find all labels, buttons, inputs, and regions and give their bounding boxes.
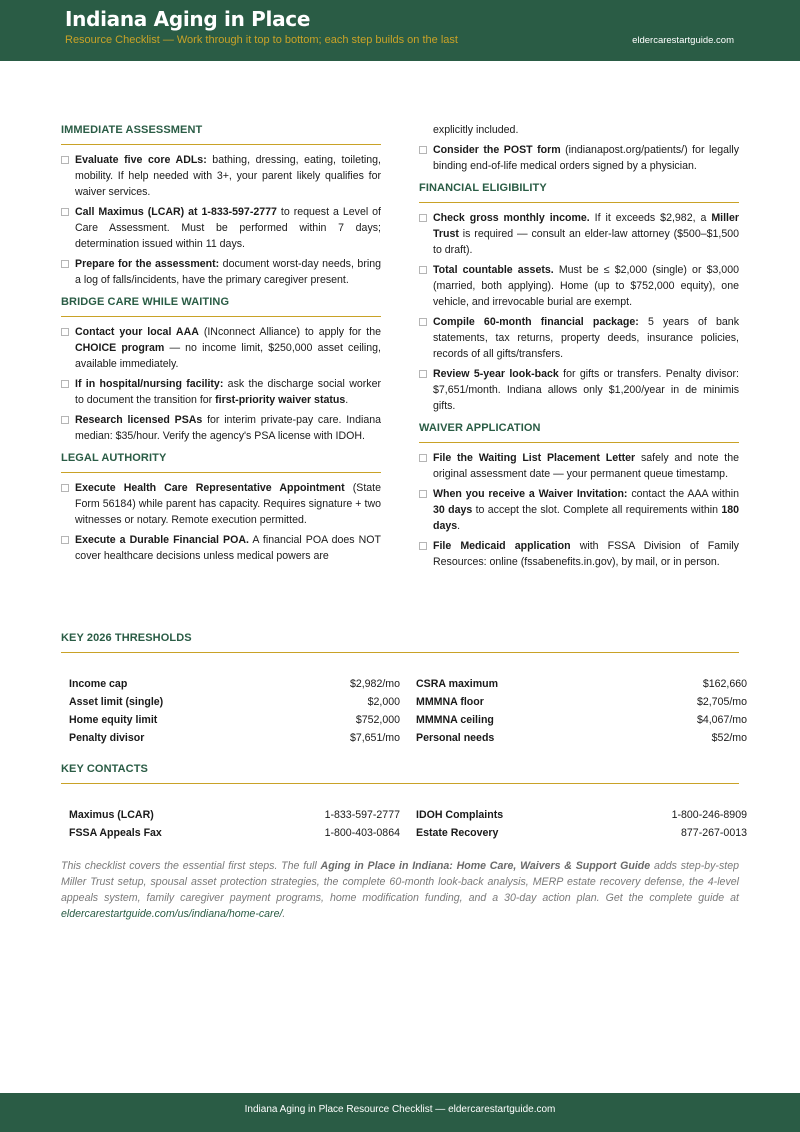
row-label: MMMNA floor [416,696,484,708]
page-header [0,0,800,61]
table-row [69,693,400,711]
checkbox[interactable] [419,454,427,462]
row-value: $2,000 [367,696,400,708]
row-value: $2,982/mo [349,678,400,690]
item-text: — no income limit, $250,000 asset ceiling, available immediately. [75,342,381,370]
item-emphasis: Miller Trust [433,212,739,240]
contacts-left-column [69,806,400,842]
item-text: . [457,520,461,532]
section-title-contacts: KEY CONTACTS [61,761,739,784]
checkbox[interactable] [419,490,427,498]
item-text: for gifts or transfers. Penalty divisor: $7,651/month. Indiana allows only $1,200/year in de minimis gifts. [433,368,739,412]
row-label: MMMNA ceiling [416,714,494,726]
checkbox[interactable] [419,542,427,550]
checkbox[interactable] [419,146,427,154]
row-value: $2,705/mo [696,696,747,708]
item-heading: Research licensed PSAs [75,414,203,426]
checklist-item [61,324,381,372]
table-row [416,675,755,693]
phone-number[interactable]: 877-267-0013 [681,827,747,839]
checkbox[interactable] [61,536,69,544]
item-emphasis: first-priority waiver status [215,394,346,406]
row-label: Estate Recovery [416,827,499,839]
item-heading: When you receive a Waiver Invitation: [433,488,628,500]
row-value: $752,000 [355,714,400,726]
item-text: 5 years of bank statements, tax returns, property deeds, insurance policies, records of all gifts/transfers. [433,316,739,360]
table-row [69,675,400,693]
item-text: for interim private-pay care. Indiana median: $35/hour. Verify the agency's PSA license with IDOH. [75,414,381,442]
checkbox[interactable] [61,328,69,336]
item-text: document worst-day needs, bring a log of falls/incidents, have the primary caregiver present. [75,258,381,286]
right-column [419,122,739,574]
row-value: $162,660 [702,678,747,690]
checkbox[interactable] [61,208,69,216]
checklist-item [419,262,739,310]
table-row [416,693,755,711]
item-text: to accept the slot. Complete all requirements within [472,504,722,516]
page-subtitle: Resource Checklist — Work through it top to bottom; each step builds on the last [65,34,458,46]
page-title: Indiana Aging in Place [65,7,311,31]
section-title-thresholds: KEY 2026 THRESHOLDS [61,630,739,653]
item-emphasis: 180 days [433,504,739,532]
item-heading: Execute a Durable Financial POA. [75,534,249,546]
checkbox[interactable] [419,266,427,274]
checklist-item [61,376,381,408]
checkbox[interactable] [419,318,427,326]
item-heading: Contact your local AAA [75,326,199,338]
guide-link[interactable]: eldercarestartguide.com/us/indiana/home-care/ [61,908,283,920]
item-heading: Evaluate five core ADLs: [75,154,207,166]
checklist-item [419,538,739,570]
item-emphasis: CHOICE program [75,342,165,354]
item-text: (State Form 56184) while parent has capacity. Requires signature + two witnesses or notary. Remote execution permitted. [75,482,381,526]
item-heading: File the Waiting List Placement Letter [433,452,636,464]
checklist-item [419,210,739,258]
item-text: If it exceeds $2,982, a [589,212,712,224]
table-row [416,729,755,747]
item-text: to request a Level of Care Assessment. Must be performed within 7 days; determination issued within 11 days. [75,206,381,250]
note-text: . [282,908,286,920]
guide-title: Aging in Place in Indiana: Home Care, Waivers & Support Guide [320,860,651,872]
thresholds-table [61,653,747,747]
item-text: bathing, dressing, eating, toileting, mobility. If help needed with 3+, your parent likely qualifies for waiver services. [75,154,381,198]
row-value: $52/mo [711,732,747,744]
header-site-link[interactable]: eldercarestartguide.com [632,35,734,46]
checklist-item [419,314,739,362]
checklist-item [419,142,739,174]
item-continuation: explicitly included. [433,124,519,136]
item-heading: Call Maximus (LCAR) at 1-833-597-2777 [75,206,277,218]
item-text: is required — consult an elder-law attorney ($500–$1,500 to draft). [433,228,739,256]
checkbox[interactable] [61,380,69,388]
table-row [416,711,755,729]
checkbox[interactable] [61,260,69,268]
checkbox[interactable] [61,156,69,164]
checklist-item [61,256,381,288]
contacts-section [61,761,747,842]
contacts-table [61,784,747,842]
item-heading: Compile 60-month financial package: [433,316,639,328]
phone-number[interactable]: 1-833-597-2777 [324,809,400,821]
item-heading: Total countable assets. [433,264,554,276]
checkbox[interactable] [61,416,69,424]
row-label: Maximus (LCAR) [69,809,154,821]
phone-number[interactable]: 1-800-246-8909 [671,809,747,821]
item-text: Must be ≤ $2,000 (single) or $3,000 (married, both applying). Home (up to $752,000 equity), one vehicle, and irrevocable burial are exempt. [433,264,739,308]
checklist-item [419,450,739,482]
checklist-item [61,532,381,564]
checkbox[interactable] [419,214,427,222]
thresholds-right-column [416,675,755,747]
item-text: A financial POA does NOT cover healthcare decisions unless medical powers are [75,534,381,562]
checklist-item [419,366,739,414]
item-heading: If in hospital/nursing facility: [75,378,224,390]
item-heading: Execute Health Care Representative Appointment [75,482,345,494]
item-text: (INconnect Alliance) to apply for the [198,326,381,338]
note-text: adds step-by-step Miller Trust setup, spousal asset protection strategies, the complete 60-month look-back analysis, MERP estate recovery defense, the 4-level appeals system, family caregiver payment programs, home modification funding, and a 30-day action plan. Get the complete guide at [61,860,739,904]
phone-number[interactable]: 1-800-403-0864 [324,827,400,839]
section-title-legal-authority: LEGAL AUTHORITY [61,450,381,473]
checkbox[interactable] [419,370,427,378]
item-text: contact the AAA within [627,488,739,500]
table-row [69,824,400,842]
item-heading: Review 5-year look-back [433,368,559,380]
note-text: This checklist covers the essential first steps. The full [61,860,321,872]
item-text: ask the discharge social worker to document the transition for [75,378,382,406]
section-title-waiver-application: WAIVER APPLICATION [419,420,739,443]
guide-note [61,858,739,922]
item-emphasis: 30 days [433,504,473,516]
contacts-right-column [416,806,755,842]
row-value: $7,651/mo [349,732,400,744]
item-heading: Prepare for the assessment: [75,258,220,270]
item-heading: Consider the POST form [433,144,561,156]
row-label: Personal needs [416,732,495,744]
checklist-item [61,152,381,200]
checkbox[interactable] [61,484,69,492]
checklist-item [61,412,381,444]
checklist-item [419,486,739,534]
section-title-bridge-care: BRIDGE CARE WHILE WAITING [61,294,381,317]
item-text: with FSSA Division of Family Resources: online (fssabenefits.in.gov), by mail, or in person. [433,540,739,568]
checklist-item [61,204,381,252]
item-text: . [345,394,349,406]
thresholds-section [61,630,747,747]
row-label: Home equity limit [69,714,158,726]
section-title-financial-eligibility: FINANCIAL ELIGIBILITY [419,180,739,203]
row-label: CSRA maximum [416,678,499,690]
table-row [69,711,400,729]
table-row [69,729,400,747]
row-value: $4,067/mo [696,714,747,726]
item-heading: Check gross monthly income. [433,212,590,224]
row-label: Penalty divisor [69,732,145,744]
item-heading: File Medicaid application [433,540,571,552]
section-title-immediate-assessment: IMMEDIATE ASSESSMENT [61,122,381,145]
row-label: FSSA Appeals Fax [69,827,162,839]
table-row [416,806,755,824]
row-label: IDOH Complaints [416,809,504,821]
item-text: safely and note the original assessment date — your permanent queue timestamp. [433,452,739,480]
row-label: Asset limit (single) [69,696,164,708]
table-row [69,806,400,824]
checklist-item [61,480,381,528]
footer-text: Indiana Aging in Place Resource Checklist — eldercarestartguide.com [244,1104,556,1115]
thresholds-left-column [69,675,400,747]
page-footer [0,1093,800,1132]
row-label: Income cap [69,678,128,690]
table-row [416,824,755,842]
item-text: (indianapost.org/patients/) for legally binding end-of-life medical orders signed by a physician. [433,144,739,172]
left-column [61,122,381,568]
